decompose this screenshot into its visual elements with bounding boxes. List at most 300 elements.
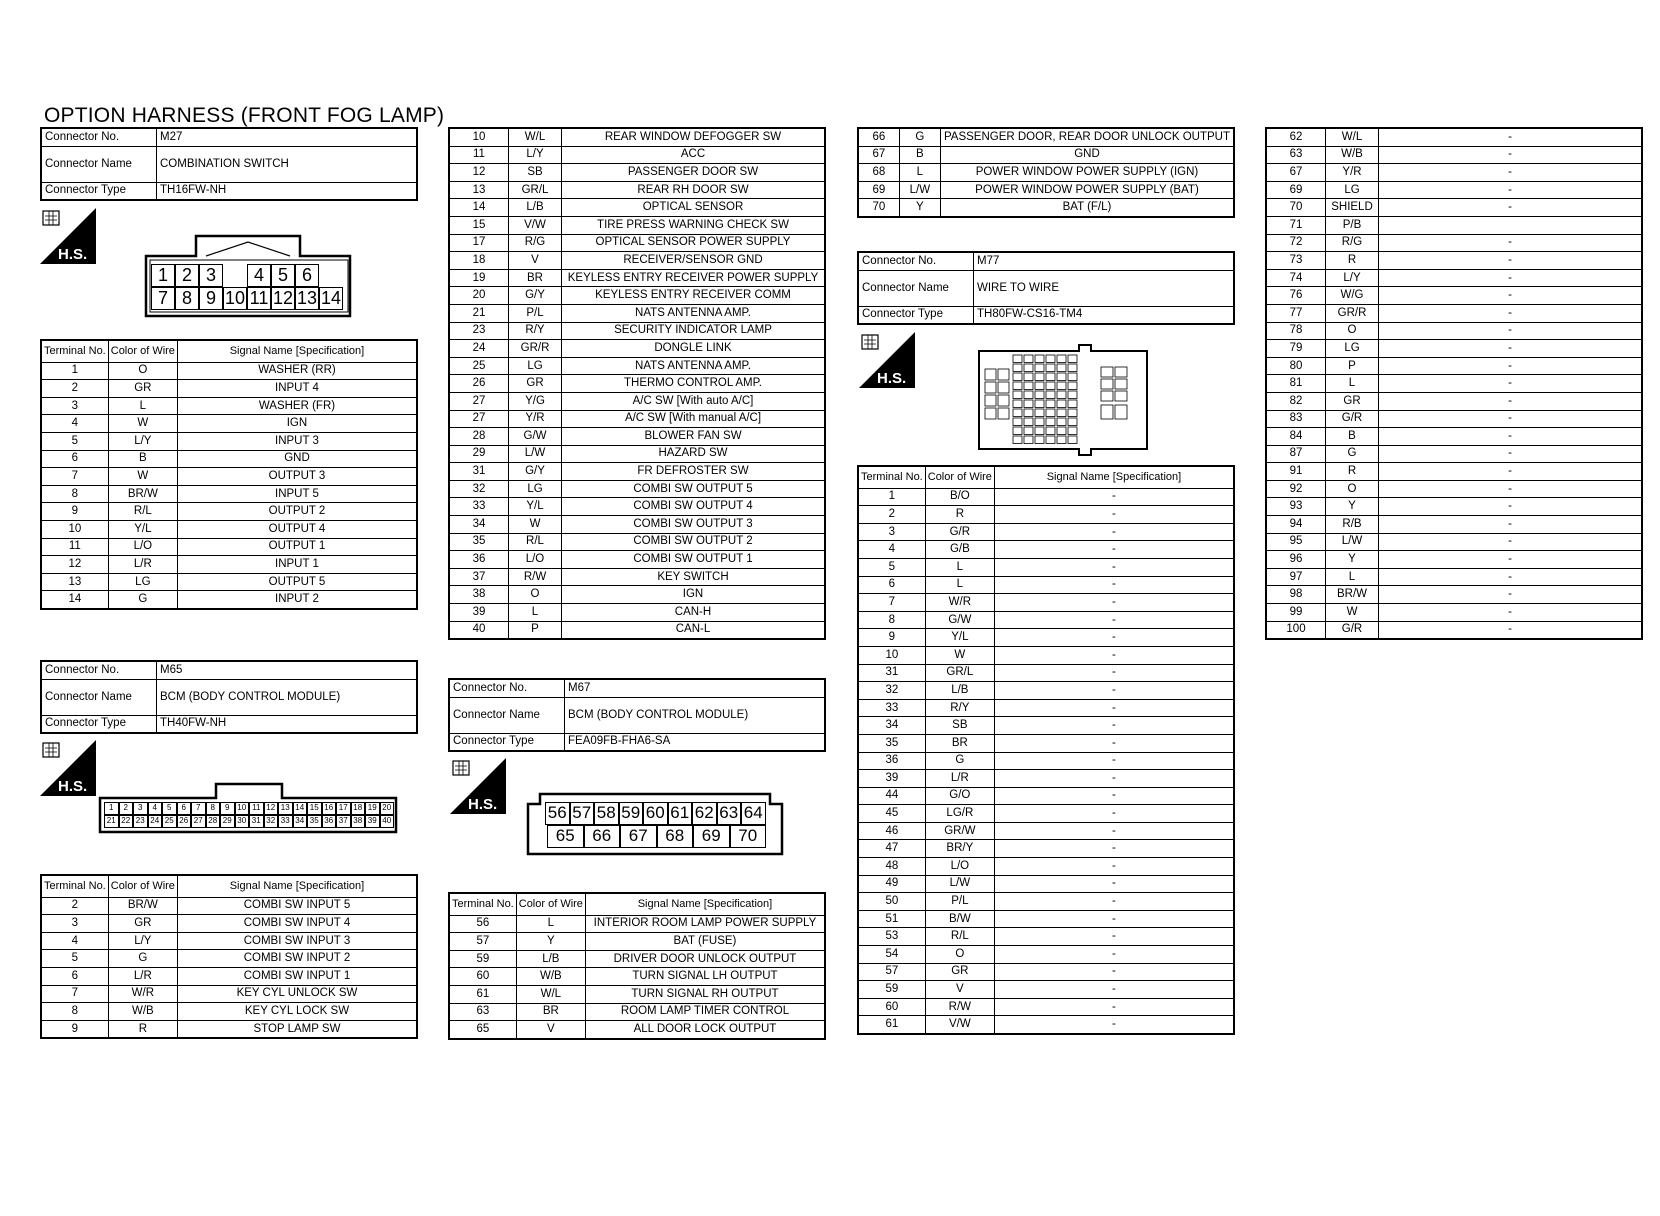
signal-name: - [1379,463,1643,481]
terminal-no: 47 [858,840,925,858]
wire-color: L/W [925,875,994,893]
terminal-no: 63 [449,1003,516,1021]
wire-color: P/L [925,893,994,911]
signal-name: FR DEFROSTER SW [562,463,826,481]
wire-color: L/B [516,950,585,968]
wire-color: Y [899,199,940,217]
hs-label: H.S. [877,370,907,387]
wire-color: O [1326,480,1379,498]
signal-name: INPUT 1 [177,556,417,574]
signal-name: - [994,963,1234,981]
wire-color: GR [1326,392,1379,410]
connector-cavity [1068,436,1077,444]
table-row [449,516,825,534]
table-row [449,985,825,1003]
table-row [858,893,1234,911]
terminal-no: 46 [858,822,925,840]
terminal-no: 99 [1266,604,1326,622]
connector-cavity [1115,405,1127,419]
table-row [41,468,417,486]
signal-name: - [1379,498,1643,516]
wire-color: SB [925,717,994,735]
table-row [858,164,1234,182]
table-row [41,380,417,398]
signal-name: GND [177,450,417,468]
wire-color: W/R [108,985,177,1003]
terminal-no: 32 [449,480,509,498]
table-row [41,985,417,1003]
wire-color: B [1326,428,1379,446]
signal-name: - [1379,252,1643,270]
wire-color: W/G [1326,287,1379,305]
connector-cavity [1101,405,1113,419]
signal-name: NATS ANTENNA AMP. [562,357,826,375]
signal-name: OUTPUT 5 [177,573,417,591]
signal-name: - [994,506,1234,524]
terminal-no: 1 [858,488,925,506]
label: Connector Type [858,306,974,324]
signal-name: KEY SWITCH [562,568,826,586]
terminal-no: 14 [449,199,509,217]
terminal-no: 45 [858,805,925,823]
col-signal: Signal Name [Specification] [177,875,417,897]
m65-terminal-table-b [448,127,826,640]
terminal-no: 48 [858,858,925,876]
table-row [449,287,825,305]
wire-color: L [925,558,994,576]
table-row [1266,410,1642,428]
wire-color: R [925,506,994,524]
wire-color: P [509,621,562,639]
hs-label: H.S. [58,246,88,263]
connector-pin: 11 [249,802,264,815]
terminal-no: 3 [41,397,108,415]
signal-name: TURN SIGNAL LH OUTPUT [585,968,825,986]
signal-name: - [1379,199,1643,217]
table-row [1266,357,1642,375]
wire-color: W [509,516,562,534]
table-row [1266,498,1642,516]
terminal-no: 6 [41,967,108,985]
col-color: Color of Wire [925,466,994,488]
terminal-no: 68 [858,164,899,182]
wire-color: BR/Y [925,840,994,858]
terminal-no: 74 [1266,269,1326,287]
wire-color: G/W [925,611,994,629]
terminal-no: 27 [449,392,509,410]
m27-connector-info [40,127,418,201]
wire-color: GR/L [925,664,994,682]
terminal-no: 11 [449,146,509,164]
terminal-no: 97 [1266,568,1326,586]
wire-color: Y [1326,498,1379,516]
terminal-no: 95 [1266,533,1326,551]
connector-cavity [1068,418,1077,426]
table-row [858,998,1234,1016]
connector-cavity [1024,382,1033,390]
table-row [1266,322,1642,340]
wire-color: L/O [108,538,177,556]
label: Connector Name [41,146,157,182]
table-row [858,664,1234,682]
wire-color: L/Y [1326,269,1379,287]
connector-cavity [985,395,996,406]
wire-color: Y/L [108,520,177,538]
hs-label: H.S. [58,778,88,795]
connector-pin: 66 [584,825,621,848]
connector-pin: 13 [296,288,318,308]
label: Connector No. [449,679,565,697]
signal-name: - [1379,146,1643,164]
m27-connector-name: COMBINATION SWITCH [157,146,418,182]
table-row [858,181,1234,199]
wire-color: R [1326,463,1379,481]
connector-cavity [1046,418,1055,426]
connector-pin: 68 [657,825,694,848]
table-row [449,234,825,252]
col-color: Color of Wire [108,875,177,897]
wire-color: V [925,981,994,999]
m77-connector-type: TH80FW-CS16-TM4 [974,306,1235,324]
wire-color: L/W [1326,533,1379,551]
wire-color: G [899,128,940,146]
connector-pin: 9 [199,287,223,310]
wire-color: G [108,950,177,968]
harness-side-icon [859,332,915,388]
wire-color: R/W [509,568,562,586]
connector-cavity [1035,409,1044,417]
m65-terminal-table-a [40,874,418,1039]
terminal-no: 91 [1266,463,1326,481]
wire-color: R/L [108,503,177,521]
connector-cavity [1024,373,1033,381]
connector-pin: 65 [547,825,584,848]
signal-name: - [1379,551,1643,569]
signal-name: REAR RH DOOR SW [562,181,826,199]
table-row [858,699,1234,717]
m27-connector-type: TH16FW-NH [157,182,418,200]
connector-cavity [1057,364,1066,372]
table-row [41,932,417,950]
connector-pin: 4 [148,802,163,815]
table-row [41,485,417,503]
m67-connector-no: M67 [565,679,826,697]
table-row [858,646,1234,664]
terminal-no: 94 [1266,516,1326,534]
wire-color: G/R [925,523,994,541]
connector-pin: 9 [220,802,235,815]
terminal-no: 36 [449,551,509,569]
page-title: OPTION HARNESS (FRONT FOG LAMP) [44,104,445,127]
connector-pin: 22 [119,815,134,828]
terminal-no: 1 [41,362,108,380]
wire-color: G/B [925,541,994,559]
table-row [449,340,825,358]
connector-cavity [1068,364,1077,372]
connector-cavity [998,408,1009,419]
terminal-no: 19 [449,269,509,287]
wire-color: L [509,604,562,622]
connector-cavity [1057,427,1066,435]
connector-cavity [1046,391,1055,399]
signal-name: INPUT 3 [177,432,417,450]
table-row [449,357,825,375]
terminal-no: 3 [41,915,108,933]
table-row [449,950,825,968]
m27-connector-no: M27 [157,128,418,146]
harness-side-icon [40,208,96,264]
connector-pin: 2 [119,802,134,815]
signal-name: - [1379,480,1643,498]
connector-cavity [1057,373,1066,381]
table-row [858,1016,1234,1034]
connector-cavity [1057,436,1066,444]
terminal-no: 38 [449,586,509,604]
terminal-no: 24 [449,340,509,358]
signal-name: ROOM LAMP TIMER CONTROL [585,1003,825,1021]
wire-color: R [1326,252,1379,270]
signal-name: - [994,752,1234,770]
connector-pin: 35 [307,815,322,828]
signal-name: A/C SW [With auto A/C] [562,392,826,410]
signal-name: ACC [562,146,826,164]
table-row [858,558,1234,576]
terminal-no: 29 [449,445,509,463]
signal-name: - [1379,428,1643,446]
wire-color: BR [925,734,994,752]
wire-color: LG/R [925,805,994,823]
wire-color: G [108,591,177,609]
m67-pin-grid [545,802,766,848]
connector-pin: 6 [295,264,319,287]
signal-name: COMBI SW OUTPUT 3 [562,516,826,534]
terminal-no: 72 [1266,234,1326,252]
wire-color: Y/R [509,410,562,428]
table-row [449,410,825,428]
connector-pin: 23 [133,815,148,828]
table-row [449,915,825,933]
signal-name: KEYLESS ENTRY RECEIVER COMM [562,287,826,305]
connector-cavity [1115,391,1127,401]
wire-color: V/W [509,216,562,234]
connector-pin: 59 [619,802,644,825]
signal-name: OPTICAL SENSOR POWER SUPPLY [562,234,826,252]
signal-name: - [994,523,1234,541]
terminal-no: 10 [858,646,925,664]
wire-color: LG [1326,340,1379,358]
table-row [449,304,825,322]
table-row [1266,480,1642,498]
col-terminal: Terminal No. [449,893,516,915]
signal-name: BAT (FUSE) [585,933,825,951]
wire-color: L [1326,375,1379,393]
terminal-no: 44 [858,787,925,805]
table-row [1266,146,1642,164]
terminal-no: 57 [449,933,516,951]
signal-name: - [994,699,1234,717]
wire-color: GR [108,380,177,398]
wire-color: G/W [509,428,562,446]
connector-pin: 1 [104,802,119,815]
connector-cavity [1068,400,1077,408]
table-row [858,523,1234,541]
connector-cavity [1046,355,1055,363]
signal-name: INPUT 2 [177,591,417,609]
table-row [858,541,1234,559]
terminal-no: 10 [449,128,509,146]
m65-connector-no: M65 [157,661,418,679]
terminal-no: 34 [858,717,925,735]
connector-cavity [1035,427,1044,435]
terminal-no: 59 [449,950,516,968]
terminal-no: 67 [1266,164,1326,182]
col-color: Color of Wire [108,340,177,362]
connector-pin [223,264,247,287]
signal-name: - [994,805,1234,823]
terminal-no: 76 [1266,287,1326,305]
connector-pin: 40 [380,815,395,828]
connector-cavity [1024,391,1033,399]
wire-color: G/Y [509,287,562,305]
signal-name: - [994,840,1234,858]
terminal-no: 9 [41,1020,108,1038]
connector-pin: 12 [264,802,279,815]
label: Connector Type [41,715,157,733]
connector-cavity [1046,400,1055,408]
connector-cavity [1068,409,1077,417]
terminal-no: 21 [449,304,509,322]
table-row [1266,428,1642,446]
connector-pin: 57 [570,802,595,825]
table-row [858,629,1234,647]
signal-name: NATS ANTENNA AMP. [562,304,826,322]
terminal-no: 10 [41,520,108,538]
wire-color: LG [509,480,562,498]
terminal-no: 34 [449,516,509,534]
connector-pin: 16 [322,802,337,815]
connector-pin: 37 [336,815,351,828]
table-row [858,822,1234,840]
signal-name: PASSENGER DOOR SW [562,164,826,182]
table-row [858,734,1234,752]
harness-side-icon [40,740,96,796]
wire-color: Y/R [1326,164,1379,182]
table-row [41,1020,417,1038]
connector-cavity [1057,355,1066,363]
table-row [1266,551,1642,569]
wire-color: G/R [1326,410,1379,428]
m77-connector-face [977,343,1149,457]
signal-name: - [994,875,1234,893]
terminal-no: 61 [858,1016,925,1034]
signal-name: COMBI SW OUTPUT 5 [562,480,826,498]
table-row [858,611,1234,629]
connector-cavity [1101,391,1113,401]
terminal-no: 4 [41,415,108,433]
table-row [858,488,1234,506]
signal-name: BLOWER FAN SW [562,428,826,446]
table-row [1266,392,1642,410]
wire-color: SHIELD [1326,199,1379,217]
terminal-no: 93 [1266,498,1326,516]
signal-name: DRIVER DOOR UNLOCK OUTPUT [585,950,825,968]
col-signal: Signal Name [Specification] [994,466,1234,488]
signal-name: - [994,910,1234,928]
signal-name: - [1379,164,1643,182]
table-row [449,533,825,551]
signal-name: - [994,1016,1234,1034]
terminal-no: 5 [858,558,925,576]
wire-color: B [899,146,940,164]
terminal-no: 7 [858,594,925,612]
signal-name: DONGLE LINK [562,340,826,358]
signal-name: COMBI SW OUTPUT 4 [562,498,826,516]
connector-cavity [1035,373,1044,381]
table-row [858,858,1234,876]
wire-color: G [1326,445,1379,463]
signal-name: KEY CYL LOCK SW [177,1003,417,1021]
connector-cavity [1046,373,1055,381]
connector-cavity [1024,418,1033,426]
table-row [858,910,1234,928]
signal-name: PASSENGER DOOR, REAR DOOR UNLOCK OUTPUT [940,128,1234,146]
table-row [449,933,825,951]
table-row [41,432,417,450]
terminal-no: 13 [41,573,108,591]
terminal-no: 70 [858,199,899,217]
table-row [41,950,417,968]
table-row [449,199,825,217]
terminal-no: 84 [1266,428,1326,446]
terminal-no: 14 [41,591,108,609]
wire-color: W/B [1326,146,1379,164]
connector-cavity [1046,409,1055,417]
table-row [858,717,1234,735]
terminal-no: 80 [1266,357,1326,375]
wire-color: P/L [509,304,562,322]
connector-pin: 62 [692,802,717,825]
signal-name: - [994,981,1234,999]
connector-cavity [1035,382,1044,390]
connector-pin: 7 [191,802,206,815]
connector-cavity [1068,355,1077,363]
table-row [858,946,1234,964]
terminal-no: 98 [1266,586,1326,604]
table-row [449,463,825,481]
signal-name: - [1379,410,1643,428]
wire-color: L/Y [509,146,562,164]
signal-name: WASHER (FR) [177,397,417,415]
table-row [449,498,825,516]
table-row [858,506,1234,524]
table-row [858,963,1234,981]
connector-cavity [1068,427,1077,435]
signal-name: - [1379,604,1643,622]
wire-color: Y [516,933,585,951]
wire-color: L [516,915,585,933]
signal-name: - [1379,322,1643,340]
connector-cavity [1057,418,1066,426]
connector-cavity [985,369,996,380]
terminal-no: 18 [449,252,509,270]
terminal-no: 5 [41,950,108,968]
table-row [41,1003,417,1021]
connector-cavity [1068,373,1077,381]
signal-name: - [994,664,1234,682]
connector-pin: 15 [307,802,322,815]
table-row [41,897,417,915]
signal-name: - [994,787,1234,805]
